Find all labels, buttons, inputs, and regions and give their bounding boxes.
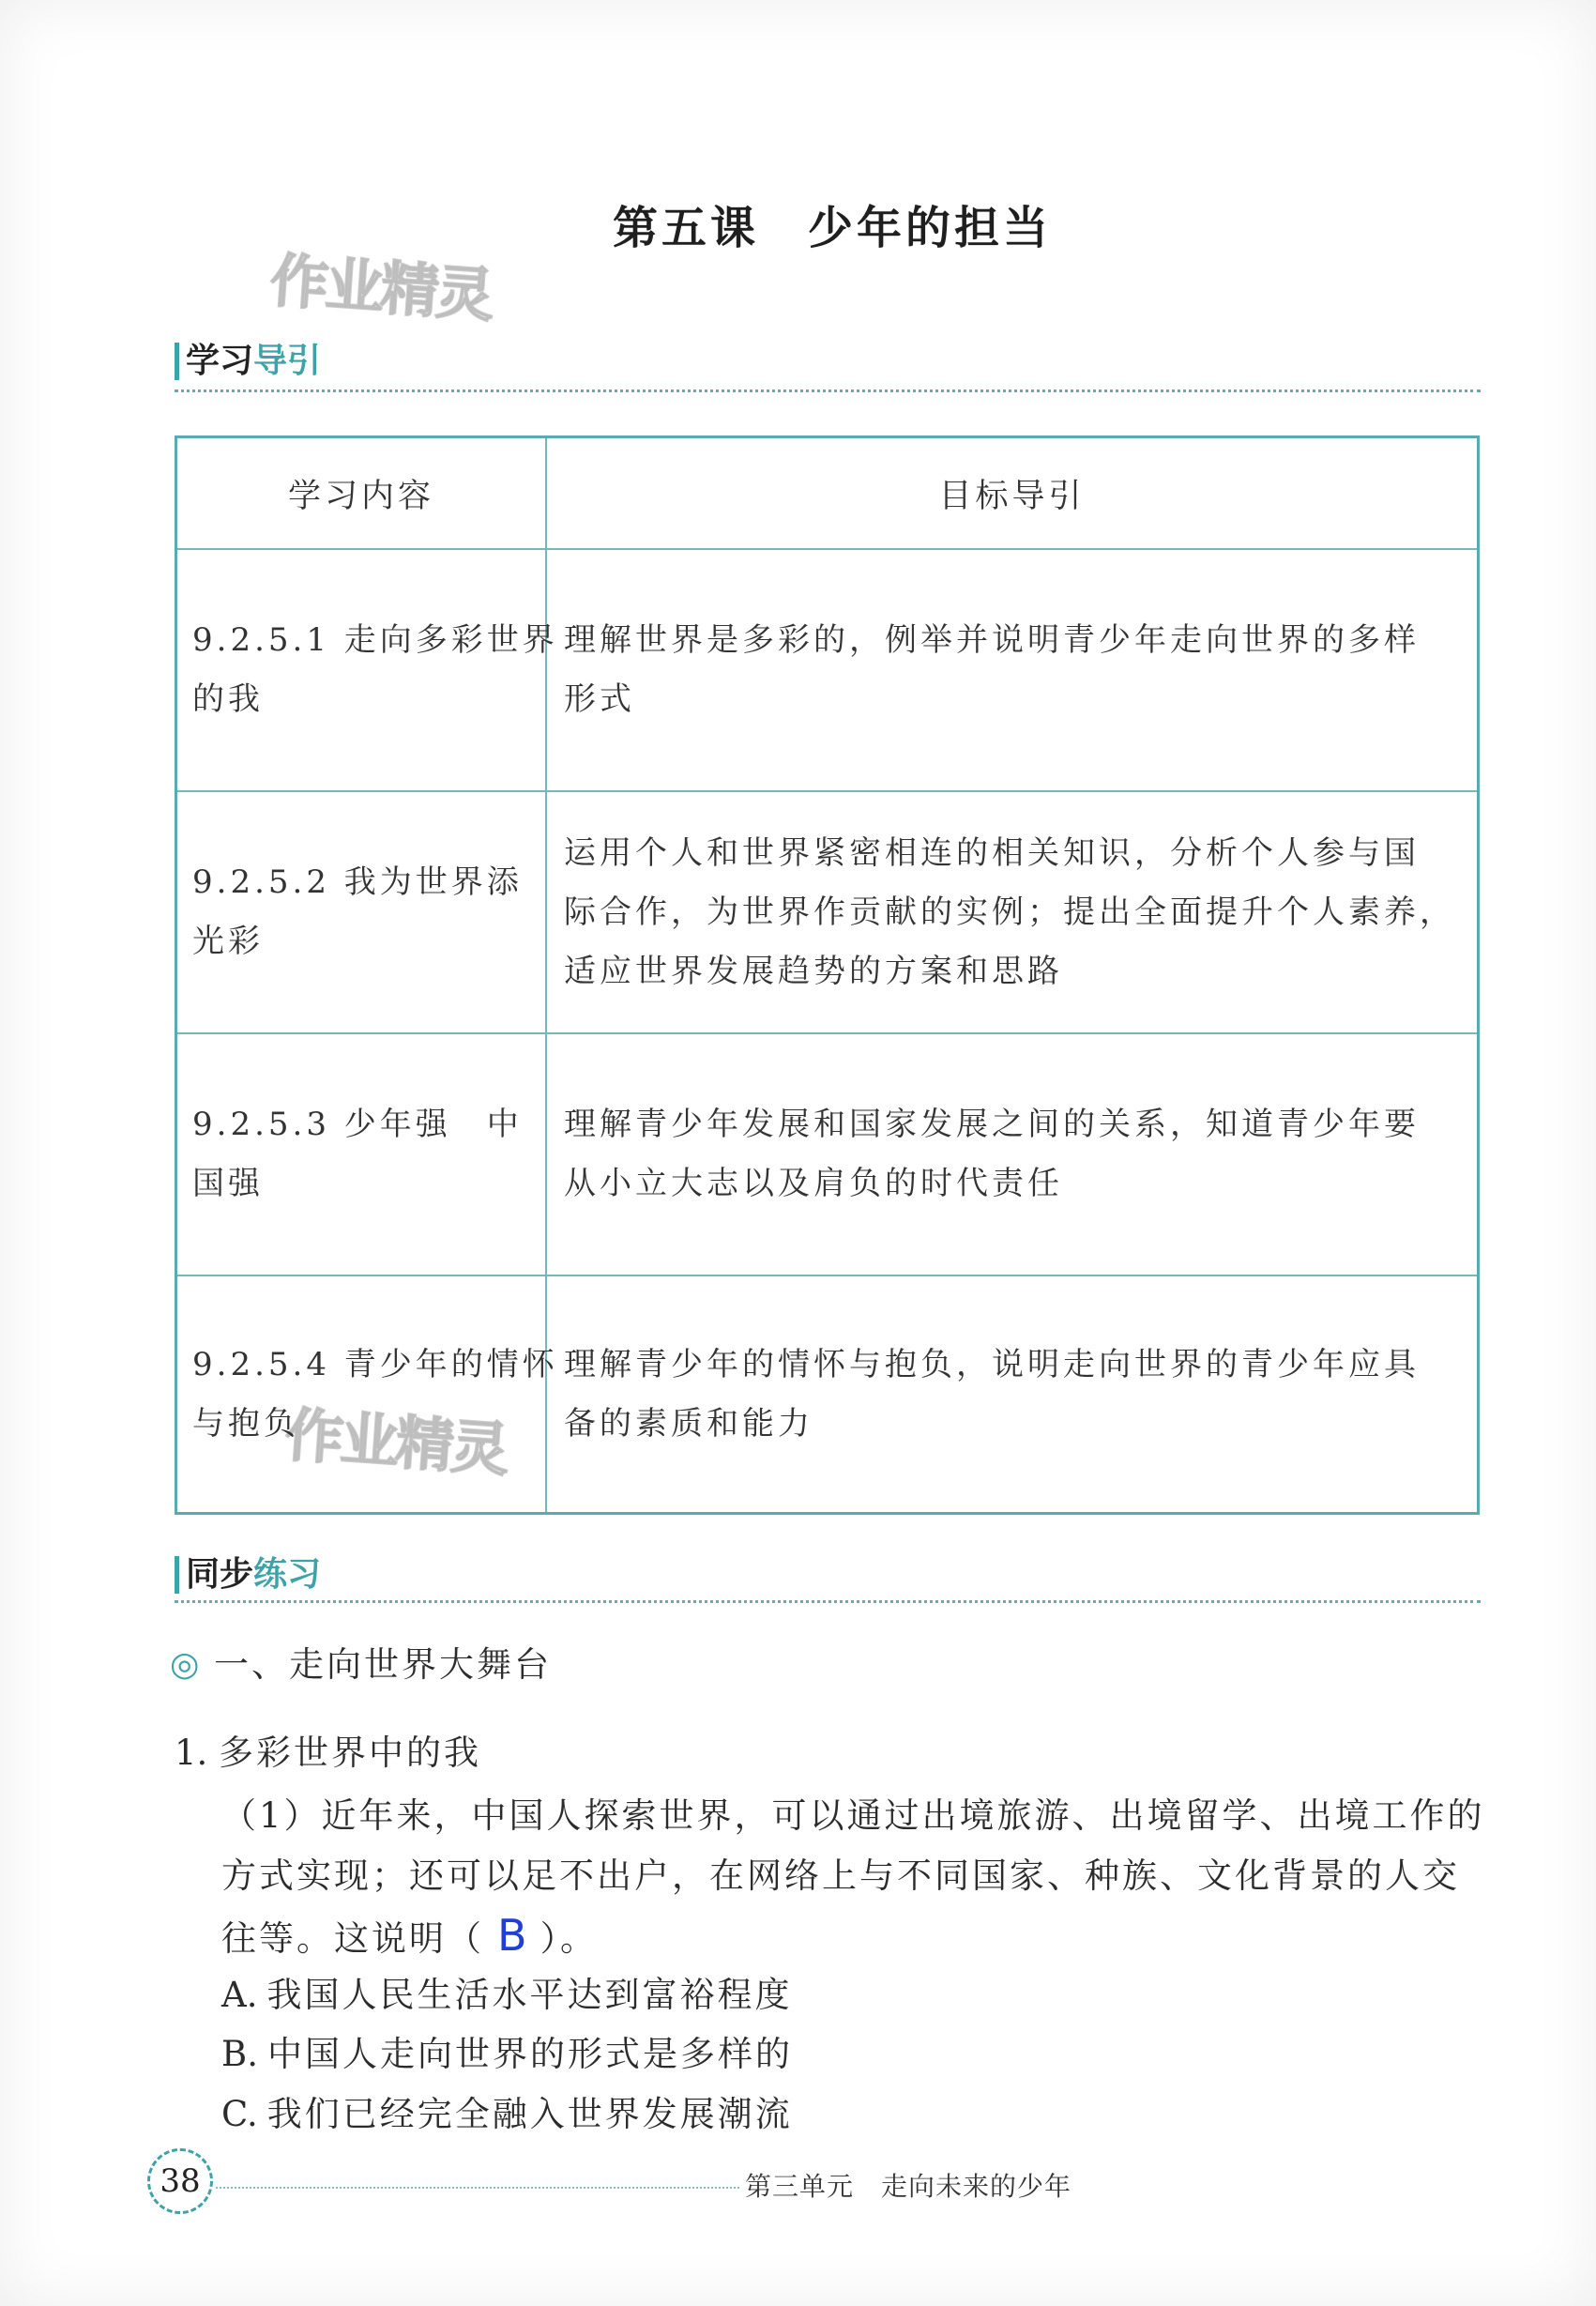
cell-line: 备的素质和能力 <box>564 1404 813 1443</box>
cell-line: 国强 <box>192 1165 264 1202</box>
question-number: 1. <box>175 1733 208 1773</box>
cell-line: 9.2.5.4 青少年的情怀 <box>192 1345 558 1383</box>
cell-line: 与抱负 <box>192 1404 299 1443</box>
table-cell-content <box>177 1276 558 1512</box>
cell-line: 9.2.5.3 少年强 中 <box>192 1106 523 1143</box>
table-cell-content <box>177 792 547 1034</box>
section-label-accent: 练习 <box>253 1554 322 1594</box>
option-key: A. <box>221 1975 258 2015</box>
section-header-guide <box>175 338 550 383</box>
question-line <box>221 1905 598 1969</box>
double-circle-icon: ◎ <box>170 1645 200 1684</box>
dotted-divider <box>175 389 1481 392</box>
watermark: 作业精灵 <box>267 245 494 330</box>
section-label: 学习 <box>186 341 254 380</box>
option-a <box>221 1965 792 2025</box>
cell-line: 理解青少年的情怀与抱负，说明走向世界的青少年应具 <box>564 1345 1420 1383</box>
topic-heading: 一、走向世界大舞台 <box>214 1644 552 1685</box>
section-bar <box>175 343 179 380</box>
page-number <box>147 2148 213 2214</box>
section-label-accent: 导引 <box>253 341 322 380</box>
footer-dotted-line <box>216 2187 739 2189</box>
option-c <box>221 2085 793 2145</box>
table-cell-goal <box>547 550 1477 792</box>
question-title: 多彩世界中的我 <box>219 1733 481 1773</box>
cell-line: 9.2.5.1 走向多彩世界 <box>192 621 558 659</box>
question-line-text: 往等。这说明（ <box>221 1918 484 1959</box>
table-cell-goal <box>547 1034 1477 1276</box>
learning-guide-table <box>175 435 1480 1515</box>
table-cell-content <box>177 550 558 792</box>
handwritten-answer: B <box>497 1910 527 1961</box>
table-header-cell <box>547 438 1477 550</box>
table-cell-content <box>177 1034 547 1276</box>
option-b <box>221 2024 793 2085</box>
question-line-text: ）。 <box>540 1918 599 1959</box>
footer-unit-title: 第三单元 走向未来的少年 <box>745 2171 1072 2202</box>
cell-line: 适应世界发展趋势的方案和思路 <box>564 952 1063 990</box>
option-key: C. <box>221 2094 258 2134</box>
option-text: 我们已经完全融入世界发展潮流 <box>266 2094 793 2134</box>
cell-line: 从小立大志以及肩负的时代责任 <box>564 1165 1063 1202</box>
option-key: B. <box>221 2034 258 2074</box>
table-header-cell <box>177 438 547 550</box>
section-bar <box>175 1556 179 1594</box>
cell-line: 光彩 <box>192 923 264 960</box>
section-header-practice <box>175 1551 550 1596</box>
question-line: 方式实现；还可以足不出户，在网络上与不同国家、种族、文化背景的人交 <box>221 1855 1460 1896</box>
cell-line: 运用个人和世界紧密相连的相关知识，分析个人参与国 <box>564 833 1420 872</box>
lesson-title: 第五课 少年的担当 <box>613 202 1053 254</box>
cell-line: 形式 <box>564 680 635 718</box>
question-heading <box>175 1723 481 1783</box>
watermark: 作业精灵 <box>282 1399 509 1485</box>
cell-line: 理解青少年发展和国家发展之间的关系，知道青少年要 <box>564 1106 1420 1143</box>
table-header-goal: 目标导引 <box>938 477 1086 515</box>
table-cell-goal <box>547 792 1477 1034</box>
table-header-content: 学习内容 <box>287 477 434 515</box>
section-label: 同步 <box>186 1554 254 1594</box>
cell-line: 际合作，为世界作贡献的实例；提出全面提升个人素养， <box>564 893 1455 931</box>
option-text: 我国人民生活水平达到富裕程度 <box>266 1975 793 2015</box>
question-line: （1）近年来，中国人探索世界，可以通过出境旅游、出境留学、出境工作的 <box>221 1795 1485 1836</box>
cell-line: 理解世界是多彩的，例举并说明青少年走向世界的多样 <box>564 621 1420 659</box>
dotted-divider <box>175 1600 1481 1603</box>
cell-line: 9.2.5.2 我为世界添 <box>192 863 523 901</box>
table-cell-goal <box>547 1276 1477 1512</box>
cell-line: 的我 <box>192 680 264 718</box>
page-number-text: 38 <box>160 2162 201 2200</box>
option-text: 中国人走向世界的形式是多样的 <box>266 2034 793 2074</box>
